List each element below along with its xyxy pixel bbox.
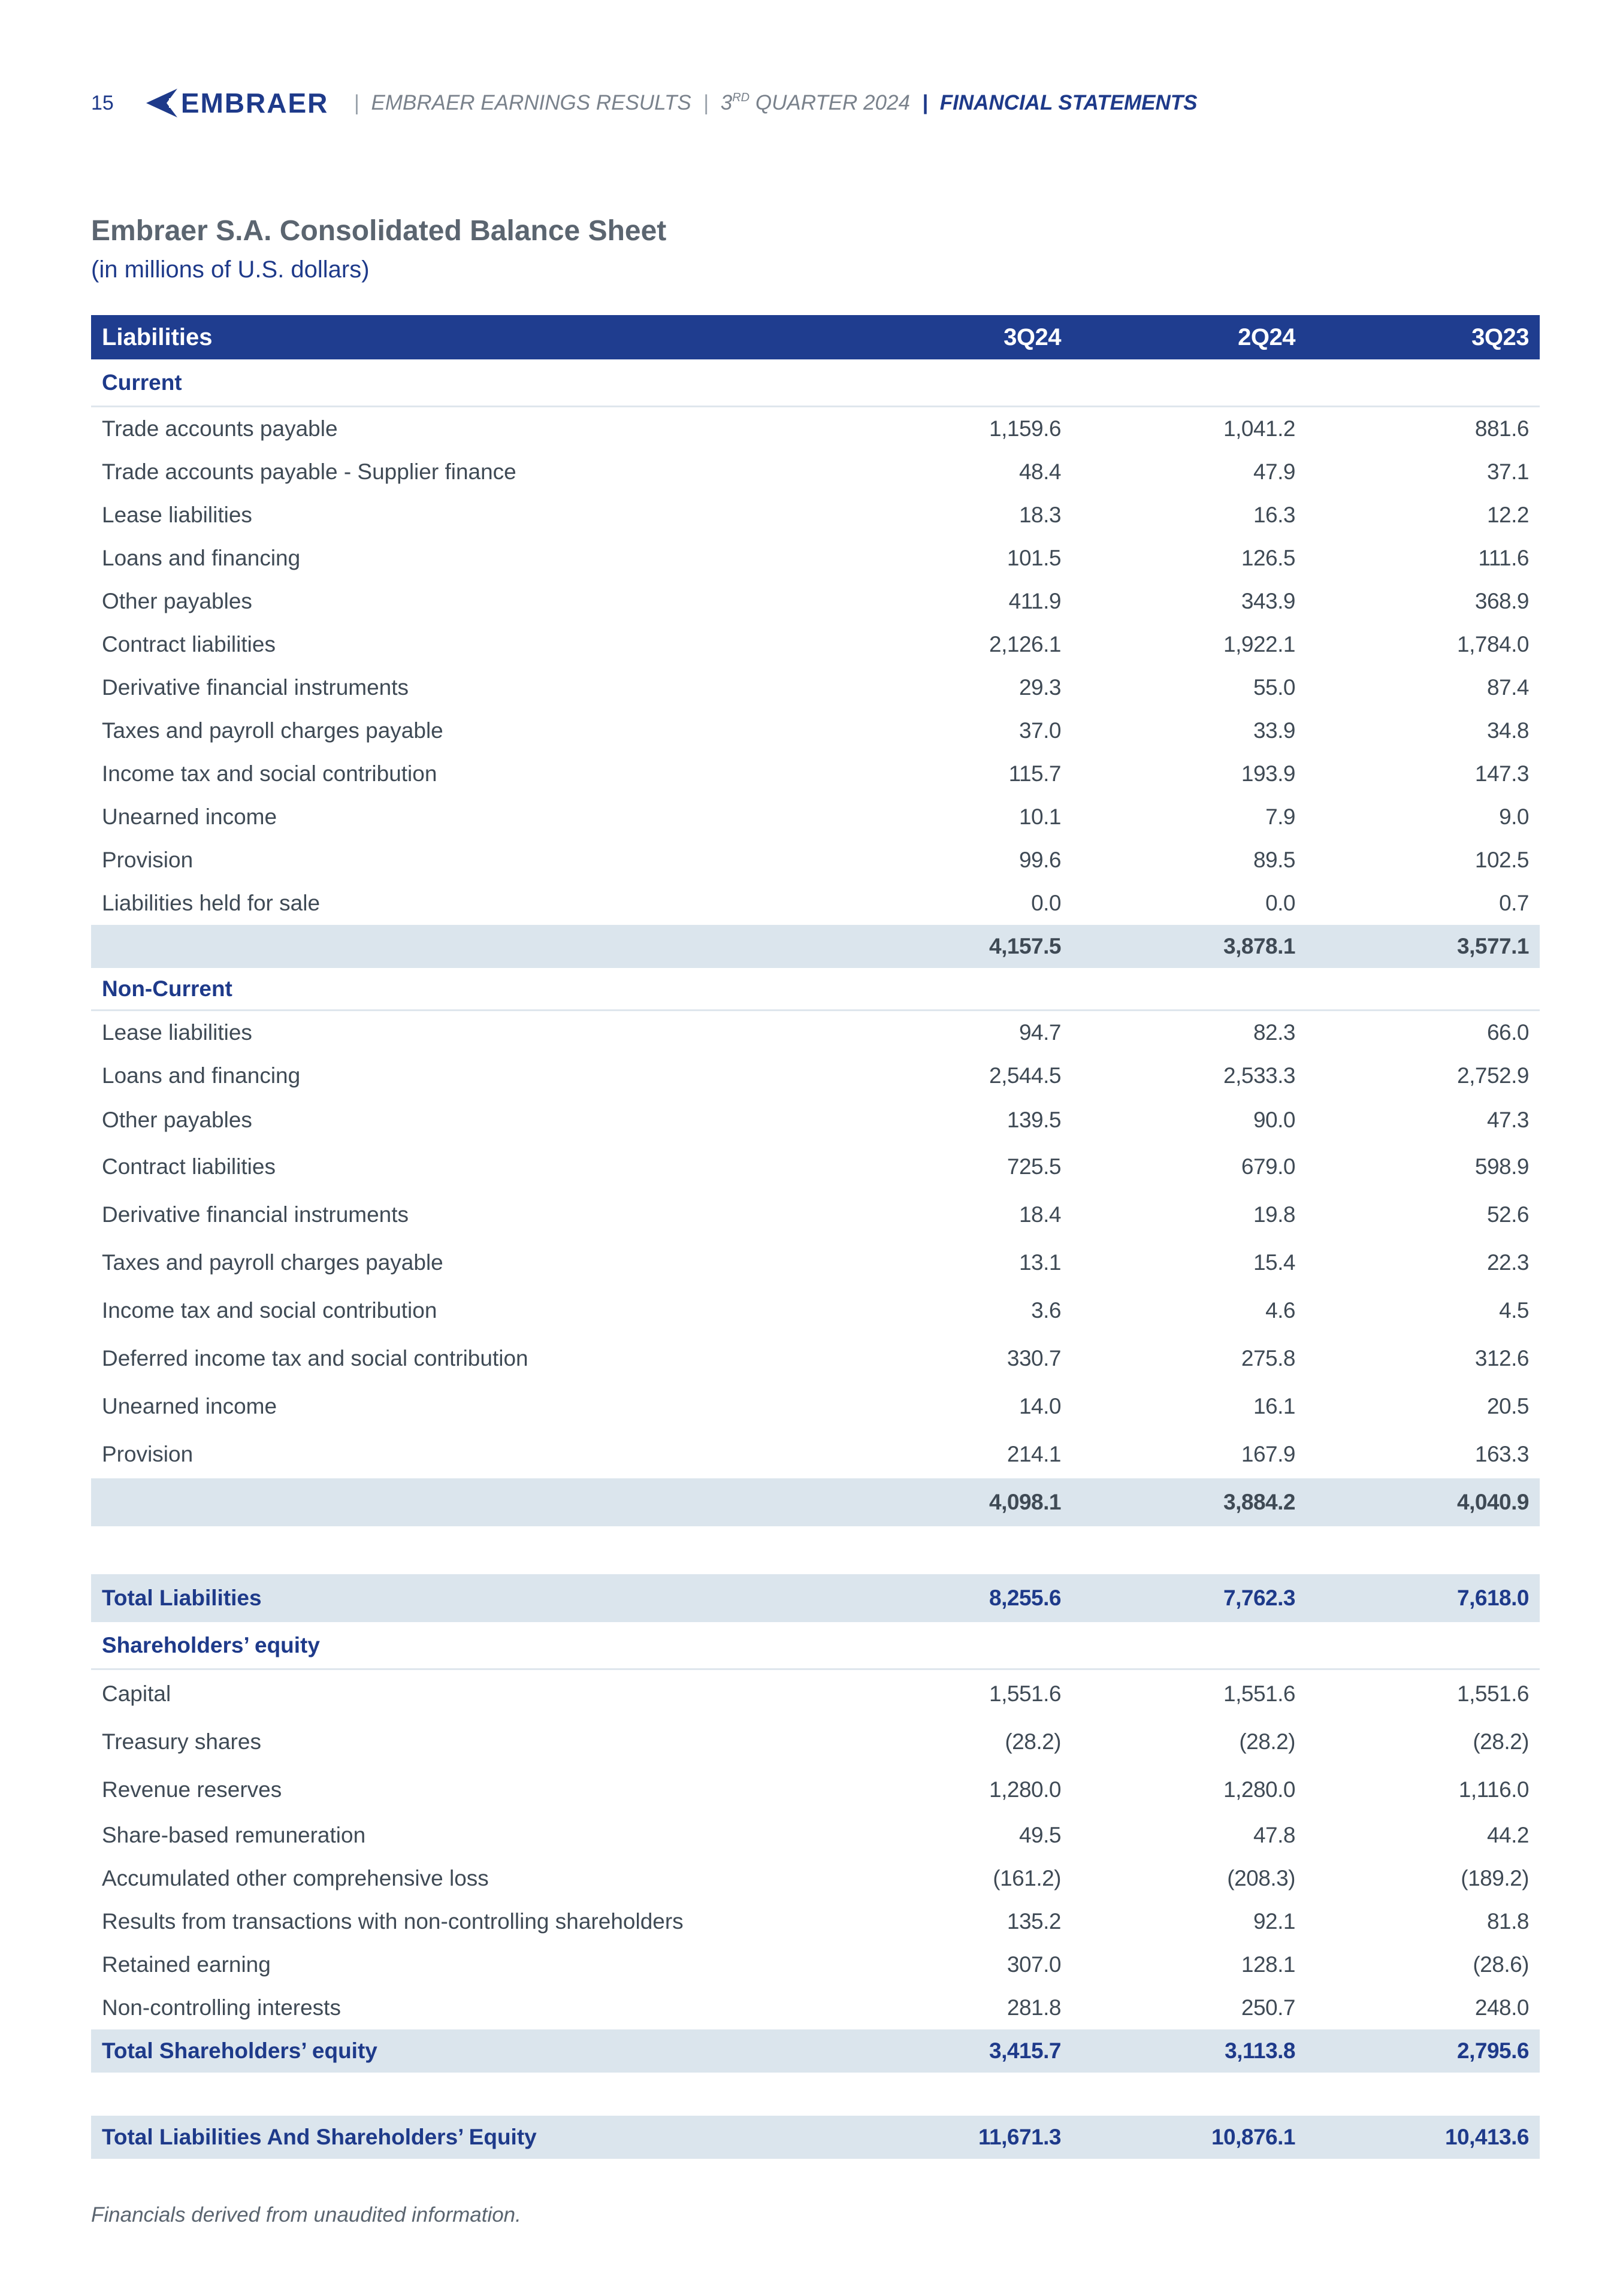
row-value: 90.0 xyxy=(1253,1108,1295,1132)
row-label: Income tax and social contribution xyxy=(102,1298,437,1323)
balance-sheet-table xyxy=(91,315,1540,2159)
report-name: EMBRAER EARNINGS RESULTS xyxy=(371,91,691,114)
row-value: 7.9 xyxy=(1265,804,1295,829)
table-row xyxy=(91,1900,1540,1943)
row-value: 47.9 xyxy=(1253,459,1295,484)
row-value: 368.9 xyxy=(1474,589,1529,613)
row-value: 1,041.2 xyxy=(1223,416,1295,441)
page-subtitle: (in millions of U.S. dollars) xyxy=(91,256,370,283)
row-label: Other payables xyxy=(102,589,252,613)
table-row xyxy=(91,1943,1540,1986)
table-row xyxy=(91,1143,1540,1191)
row-label: Lease liabilities xyxy=(102,1020,252,1045)
row-value: 7,618.0 xyxy=(1457,1586,1529,1610)
row-label: Total Shareholders’ equity xyxy=(102,2038,377,2063)
column-header-3q24: 3Q24 xyxy=(1004,323,1061,350)
row-value: 4.5 xyxy=(1499,1298,1529,1323)
row-value: 16.3 xyxy=(1253,503,1295,527)
row-label: Provision xyxy=(102,848,194,872)
footnote: Financials derived from unaudited information. xyxy=(91,2203,521,2227)
row-value: 22.3 xyxy=(1486,1250,1529,1275)
table-row xyxy=(91,1670,1540,1718)
row-value: 10.1 xyxy=(1018,804,1061,829)
header-separator: | xyxy=(703,91,709,114)
table-row xyxy=(91,1857,1540,1900)
row-value: 101.5 xyxy=(1007,546,1061,570)
spacer xyxy=(91,1526,1540,1574)
row-label: Provision xyxy=(102,1442,194,1466)
section-shareholders-equity xyxy=(91,1622,1540,1670)
row-value: 66.0 xyxy=(1486,1020,1529,1045)
row-label: Share-based remuneration xyxy=(102,1823,366,1847)
table-row xyxy=(91,537,1540,580)
column-header-2q24: 2Q24 xyxy=(1238,323,1295,350)
section-current xyxy=(91,359,1540,407)
total-shareholders-equity-row xyxy=(91,2029,1540,2073)
row-value: 47.8 xyxy=(1253,1823,1295,1847)
row-value: 1,280.0 xyxy=(1223,1777,1295,1802)
row-value: 19.8 xyxy=(1253,1202,1295,1227)
row-value: (28.2) xyxy=(1473,1729,1529,1754)
row-value: 2,126.1 xyxy=(989,632,1061,657)
row-value: 3,113.8 xyxy=(1225,2038,1295,2063)
row-value: 10,413.6 xyxy=(1444,2125,1529,2149)
row-value: 343.9 xyxy=(1241,589,1295,613)
table-row xyxy=(91,1430,1540,1478)
section-name: FINANCIAL STATEMENTS xyxy=(939,91,1198,114)
row-value: 55.0 xyxy=(1253,675,1295,700)
row-value: 99.6 xyxy=(1018,848,1061,872)
row-label: Liabilities held for sale xyxy=(102,891,321,915)
row-value: 3,415.7 xyxy=(989,2038,1061,2063)
table-row xyxy=(91,407,1540,450)
row-value: 29.3 xyxy=(1018,675,1061,700)
table-row xyxy=(91,1335,1540,1383)
row-value: 94.7 xyxy=(1018,1020,1061,1045)
row-value: (208.3) xyxy=(1227,1866,1295,1890)
row-label: Non-controlling interests xyxy=(102,1995,341,2020)
table-row xyxy=(91,1287,1540,1335)
row-value: 135.2 xyxy=(1007,1909,1061,1934)
row-value: 115.7 xyxy=(1008,761,1061,786)
row-value: 4,157.5 xyxy=(989,934,1061,958)
row-label: Derivative financial instruments xyxy=(102,1202,409,1227)
row-value: 87.4 xyxy=(1486,675,1529,700)
row-value: 11,671.3 xyxy=(978,2125,1061,2149)
row-value: 193.9 xyxy=(1241,761,1295,786)
page-number: 15 xyxy=(91,91,114,114)
row-value: 411.9 xyxy=(1008,589,1061,613)
row-value: 275.8 xyxy=(1241,1346,1295,1371)
row-label: Trade accounts payable xyxy=(102,416,338,441)
row-value: 128.1 xyxy=(1241,1952,1295,1977)
row-value: 47.3 xyxy=(1486,1108,1529,1132)
table-row xyxy=(91,1191,1540,1239)
row-value: 44.2 xyxy=(1486,1823,1529,1847)
table-header-row xyxy=(91,315,1540,359)
row-value: 7,762.3 xyxy=(1223,1586,1295,1610)
row-value: 37.1 xyxy=(1486,459,1529,484)
row-value: 4.6 xyxy=(1265,1298,1295,1323)
row-value: 3,878.1 xyxy=(1223,934,1295,958)
row-value: 214.1 xyxy=(1007,1442,1061,1466)
spacer xyxy=(91,2073,1540,2116)
row-value: (189.2) xyxy=(1461,1866,1529,1890)
row-value: 3,577.1 xyxy=(1457,934,1529,958)
row-label: Treasury shares xyxy=(102,1729,261,1754)
table-row xyxy=(91,1986,1540,2029)
row-value: 4,040.9 xyxy=(1457,1490,1529,1514)
row-value: 312.6 xyxy=(1474,1346,1529,1371)
table-row xyxy=(91,1011,1540,1054)
row-value: 139.5 xyxy=(1007,1108,1061,1132)
row-value: 34.8 xyxy=(1486,718,1529,743)
table-row xyxy=(91,494,1540,537)
row-value: 0.0 xyxy=(1031,891,1061,915)
row-value: 89.5 xyxy=(1253,848,1295,872)
section-label: Shareholders’ equity xyxy=(102,1632,320,1657)
table-row xyxy=(91,623,1540,666)
table-row xyxy=(91,580,1540,623)
current-subtotal-row xyxy=(91,925,1540,968)
row-value: 13.1 xyxy=(1018,1250,1061,1275)
page-header xyxy=(91,86,1197,120)
row-value: 14.0 xyxy=(1018,1394,1061,1418)
section-label: Current xyxy=(102,370,182,395)
row-label: Loans and financing xyxy=(102,546,301,570)
row-value: 15.4 xyxy=(1253,1250,1295,1275)
row-label: Unearned income xyxy=(102,804,277,829)
row-value: 126.5 xyxy=(1241,546,1295,570)
row-value: 10,876.1 xyxy=(1211,2125,1295,2149)
header-separator: | xyxy=(353,91,359,114)
table-row xyxy=(91,1814,1540,1857)
row-value: 16.1 xyxy=(1253,1394,1295,1418)
row-value: (28.2) xyxy=(1239,1729,1295,1754)
row-value: 167.9 xyxy=(1241,1442,1295,1466)
row-label: Trade accounts payable - Supplier finance xyxy=(102,459,516,484)
row-value: 52.6 xyxy=(1486,1202,1529,1227)
table-row xyxy=(91,1239,1540,1287)
table-row xyxy=(91,709,1540,752)
table-row xyxy=(91,882,1540,925)
row-value: 2,533.3 xyxy=(1223,1063,1295,1088)
row-value: 20.5 xyxy=(1486,1394,1529,1418)
row-value: 1,784.0 xyxy=(1457,632,1529,657)
row-label: Total Liabilities xyxy=(102,1586,262,1610)
row-value: 725.5 xyxy=(1007,1154,1061,1179)
row-value: 1,551.6 xyxy=(1457,1681,1529,1706)
row-value: 1,922.1 xyxy=(1223,632,1295,657)
row-value: 37.0 xyxy=(1018,718,1061,743)
table-row xyxy=(91,450,1540,494)
row-value: 2,795.6 xyxy=(1457,2038,1529,2063)
row-value: 81.8 xyxy=(1486,1909,1529,1934)
row-value: (28.2) xyxy=(1005,1729,1061,1754)
row-value: 598.9 xyxy=(1474,1154,1529,1179)
row-value: 49.5 xyxy=(1018,1823,1061,1847)
row-value: 281.8 xyxy=(1007,1995,1061,2020)
row-value: 1,159.6 xyxy=(989,416,1061,441)
row-label: Results from transactions with non-controlling shareholders xyxy=(102,1909,684,1934)
column-header-liabilities: Liabilities xyxy=(102,323,213,350)
row-value: 1,280.0 xyxy=(989,1777,1061,1802)
row-value: 163.3 xyxy=(1474,1442,1529,1466)
row-value: (28.6) xyxy=(1473,1952,1529,1977)
row-label: Unearned income xyxy=(102,1394,277,1418)
section-label: Non-Current xyxy=(102,976,232,1001)
row-value: 250.7 xyxy=(1241,1995,1295,2020)
row-label: Retained earning xyxy=(102,1952,271,1977)
table-row xyxy=(91,1054,1540,1097)
table-row xyxy=(91,1383,1540,1430)
row-label: Loans and financing xyxy=(102,1063,301,1088)
row-value: 8,255.6 xyxy=(989,1586,1061,1610)
row-value: 248.0 xyxy=(1474,1995,1529,2020)
table-row xyxy=(91,1718,1540,1766)
row-value: 330.7 xyxy=(1007,1346,1061,1371)
row-value: 2,752.9 xyxy=(1457,1063,1529,1088)
row-value: 12.2 xyxy=(1486,503,1529,527)
non-current-subtotal-row xyxy=(91,1478,1540,1526)
row-value: 102.5 xyxy=(1474,848,1529,872)
row-value: 33.9 xyxy=(1253,718,1295,743)
row-value: 48.4 xyxy=(1018,459,1061,484)
row-value: 1,551.6 xyxy=(989,1681,1061,1706)
row-label: Total Liabilities And Shareholders’ Equity xyxy=(102,2125,537,2149)
row-label: Income tax and social contribution xyxy=(102,761,437,786)
row-value: 1,116.0 xyxy=(1458,1777,1529,1802)
row-label: Taxes and payroll charges payable xyxy=(102,1250,443,1275)
row-label: Derivative financial instruments xyxy=(102,675,409,700)
table-row xyxy=(91,666,1540,709)
table-row xyxy=(91,1766,1540,1814)
row-label: Lease liabilities xyxy=(102,503,252,527)
row-value: 0.0 xyxy=(1265,891,1295,915)
row-value: 18.3 xyxy=(1018,503,1061,527)
table-row xyxy=(91,752,1540,795)
row-label: Other payables xyxy=(102,1108,252,1132)
row-value: 1,551.6 xyxy=(1223,1681,1295,1706)
header-separator: | xyxy=(921,91,928,114)
embraer-logo xyxy=(143,86,329,120)
section-non-current xyxy=(91,968,1540,1011)
row-label: Revenue reserves xyxy=(102,1777,282,1802)
total-liabilities-and-equity-row xyxy=(91,2116,1540,2159)
row-value: 18.4 xyxy=(1018,1202,1061,1227)
row-value: 9.0 xyxy=(1499,804,1529,829)
row-value: 881.6 xyxy=(1474,416,1529,441)
embraer-arrow-icon xyxy=(143,86,179,120)
row-value: 0.7 xyxy=(1499,891,1529,915)
row-value: (161.2) xyxy=(993,1866,1061,1890)
total-liabilities-row xyxy=(91,1574,1540,1622)
table-row xyxy=(91,1097,1540,1143)
row-label: Taxes and payroll charges payable xyxy=(102,718,443,743)
table-row xyxy=(91,839,1540,882)
table-row xyxy=(91,795,1540,839)
row-value: 2,544.5 xyxy=(989,1063,1061,1088)
row-value: 3.6 xyxy=(1031,1298,1061,1323)
row-label: Capital xyxy=(102,1681,171,1706)
row-value: 111.6 xyxy=(1478,546,1529,570)
row-label: Deferred income tax and social contribution xyxy=(102,1346,528,1371)
row-value: 679.0 xyxy=(1241,1154,1295,1179)
row-value: 82.3 xyxy=(1253,1020,1295,1045)
row-value: 92.1 xyxy=(1253,1909,1295,1934)
row-value: 307.0 xyxy=(1007,1952,1061,1977)
row-value: 3,884.2 xyxy=(1223,1490,1295,1514)
row-value: 4,098.1 xyxy=(989,1490,1061,1514)
row-label: Contract liabilities xyxy=(102,1154,276,1179)
page-title: Embraer S.A. Consolidated Balance Sheet xyxy=(91,215,667,247)
column-header-3q23: 3Q23 xyxy=(1471,323,1529,350)
row-label: Accumulated other comprehensive loss xyxy=(102,1866,489,1890)
logo-wordmark: EMBRAER xyxy=(180,87,329,119)
row-label: Contract liabilities xyxy=(102,632,276,657)
row-value: 147.3 xyxy=(1474,761,1529,786)
quarter-label: 3RD QUARTER 2024 xyxy=(720,91,910,114)
